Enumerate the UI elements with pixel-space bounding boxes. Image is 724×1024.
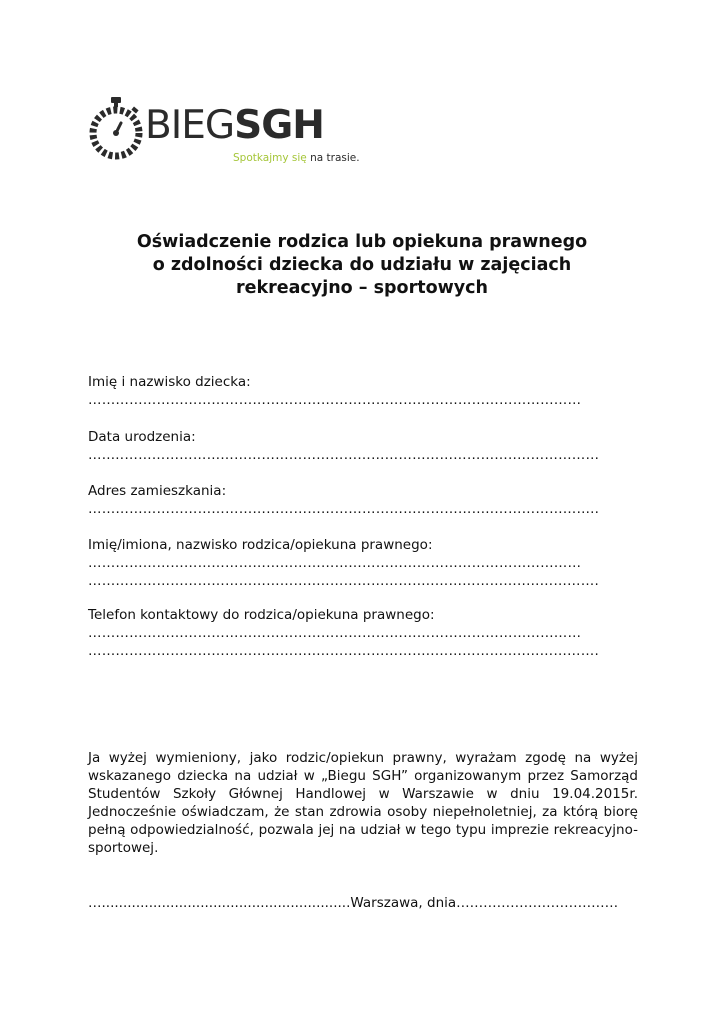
birth-date-blank[interactable]: …..……………………………………………………………………………..……………… [88, 447, 600, 463]
signature-line[interactable] [88, 894, 618, 912]
child-name-label: Imię i nazwisko dziecka: [88, 374, 251, 390]
logo-tagline [233, 152, 360, 164]
logo-wordmark [145, 103, 324, 148]
signature-blank[interactable]: ….......................................................... [88, 895, 351, 911]
date-blank[interactable]: ……………………………… [456, 895, 619, 911]
parent-phone-blank-1[interactable]: ……………………………………………………………………………………………… [88, 625, 582, 641]
document-title [100, 231, 624, 300]
parent-phone-label: Telefon kontaktowy do rodzica/opiekuna prawnego: [88, 607, 435, 623]
title-line-2: o zdolności dziecka do udziału w zajęciach [152, 255, 572, 275]
birth-date-field[interactable] [88, 428, 628, 464]
bieg-sgh-logo [88, 92, 378, 172]
parent-name-blank-1[interactable]: ……………………………………………………………………………………………… [88, 555, 582, 571]
address-blank[interactable]: ……………………………………………………………………………..………………….. [88, 501, 600, 517]
child-name-blank[interactable]: ……………………………………………………………………………………………… [88, 392, 582, 408]
logo-word-sgh: SGH [234, 103, 324, 148]
title-line-1: Oświadczenie rodzica lub opiekuna prawnego [136, 232, 588, 252]
stopwatch-icon [88, 96, 144, 160]
parent-name-label: Imię/imiona, nazwisko rodzica/opiekuna prawnego: [88, 537, 433, 553]
logo-word-bieg: BIEG [145, 103, 235, 148]
tagline-green: Spotkajmy się [233, 152, 307, 164]
address-field[interactable] [88, 482, 628, 518]
birth-date-label: Data urodzenia: [88, 429, 196, 445]
tagline-dark: na trasie. [310, 152, 360, 164]
parent-phone-blank-2[interactable]: …………………………………………..……………………..………………..……………. [88, 643, 599, 659]
parent-name-field[interactable] [88, 536, 628, 590]
address-label: Adres zamieszkania: [88, 483, 227, 499]
title-line-3: rekreacyjno – sportowych [235, 278, 489, 298]
place-label: Warszawa, dnia [350, 895, 457, 911]
parent-phone-field[interactable] [88, 606, 628, 660]
parent-name-blank-2[interactable]: …………………………………………..……………………..………………..……………. [88, 573, 599, 589]
consent-statement: Ja wyżej wymieniony, jako rodzic/opiekun prawny, wyrażam zgodę na wyżej wskazanego dziecka na udział w „Biegu SGH” organizowanym przez Samorząd Studentów Szkoły Głównej Handlowej w Warszawie w dniu 19.04.2015r. Jednocześnie oświadczam, że stan zdrowia osoby niepełnoletniej, za którą biorę pełną odpowiedzialność, pozwala jej na udział w tego typu imprezie rekreacyjno-sportowej. [88, 750, 638, 856]
child-name-field[interactable] [88, 373, 628, 409]
